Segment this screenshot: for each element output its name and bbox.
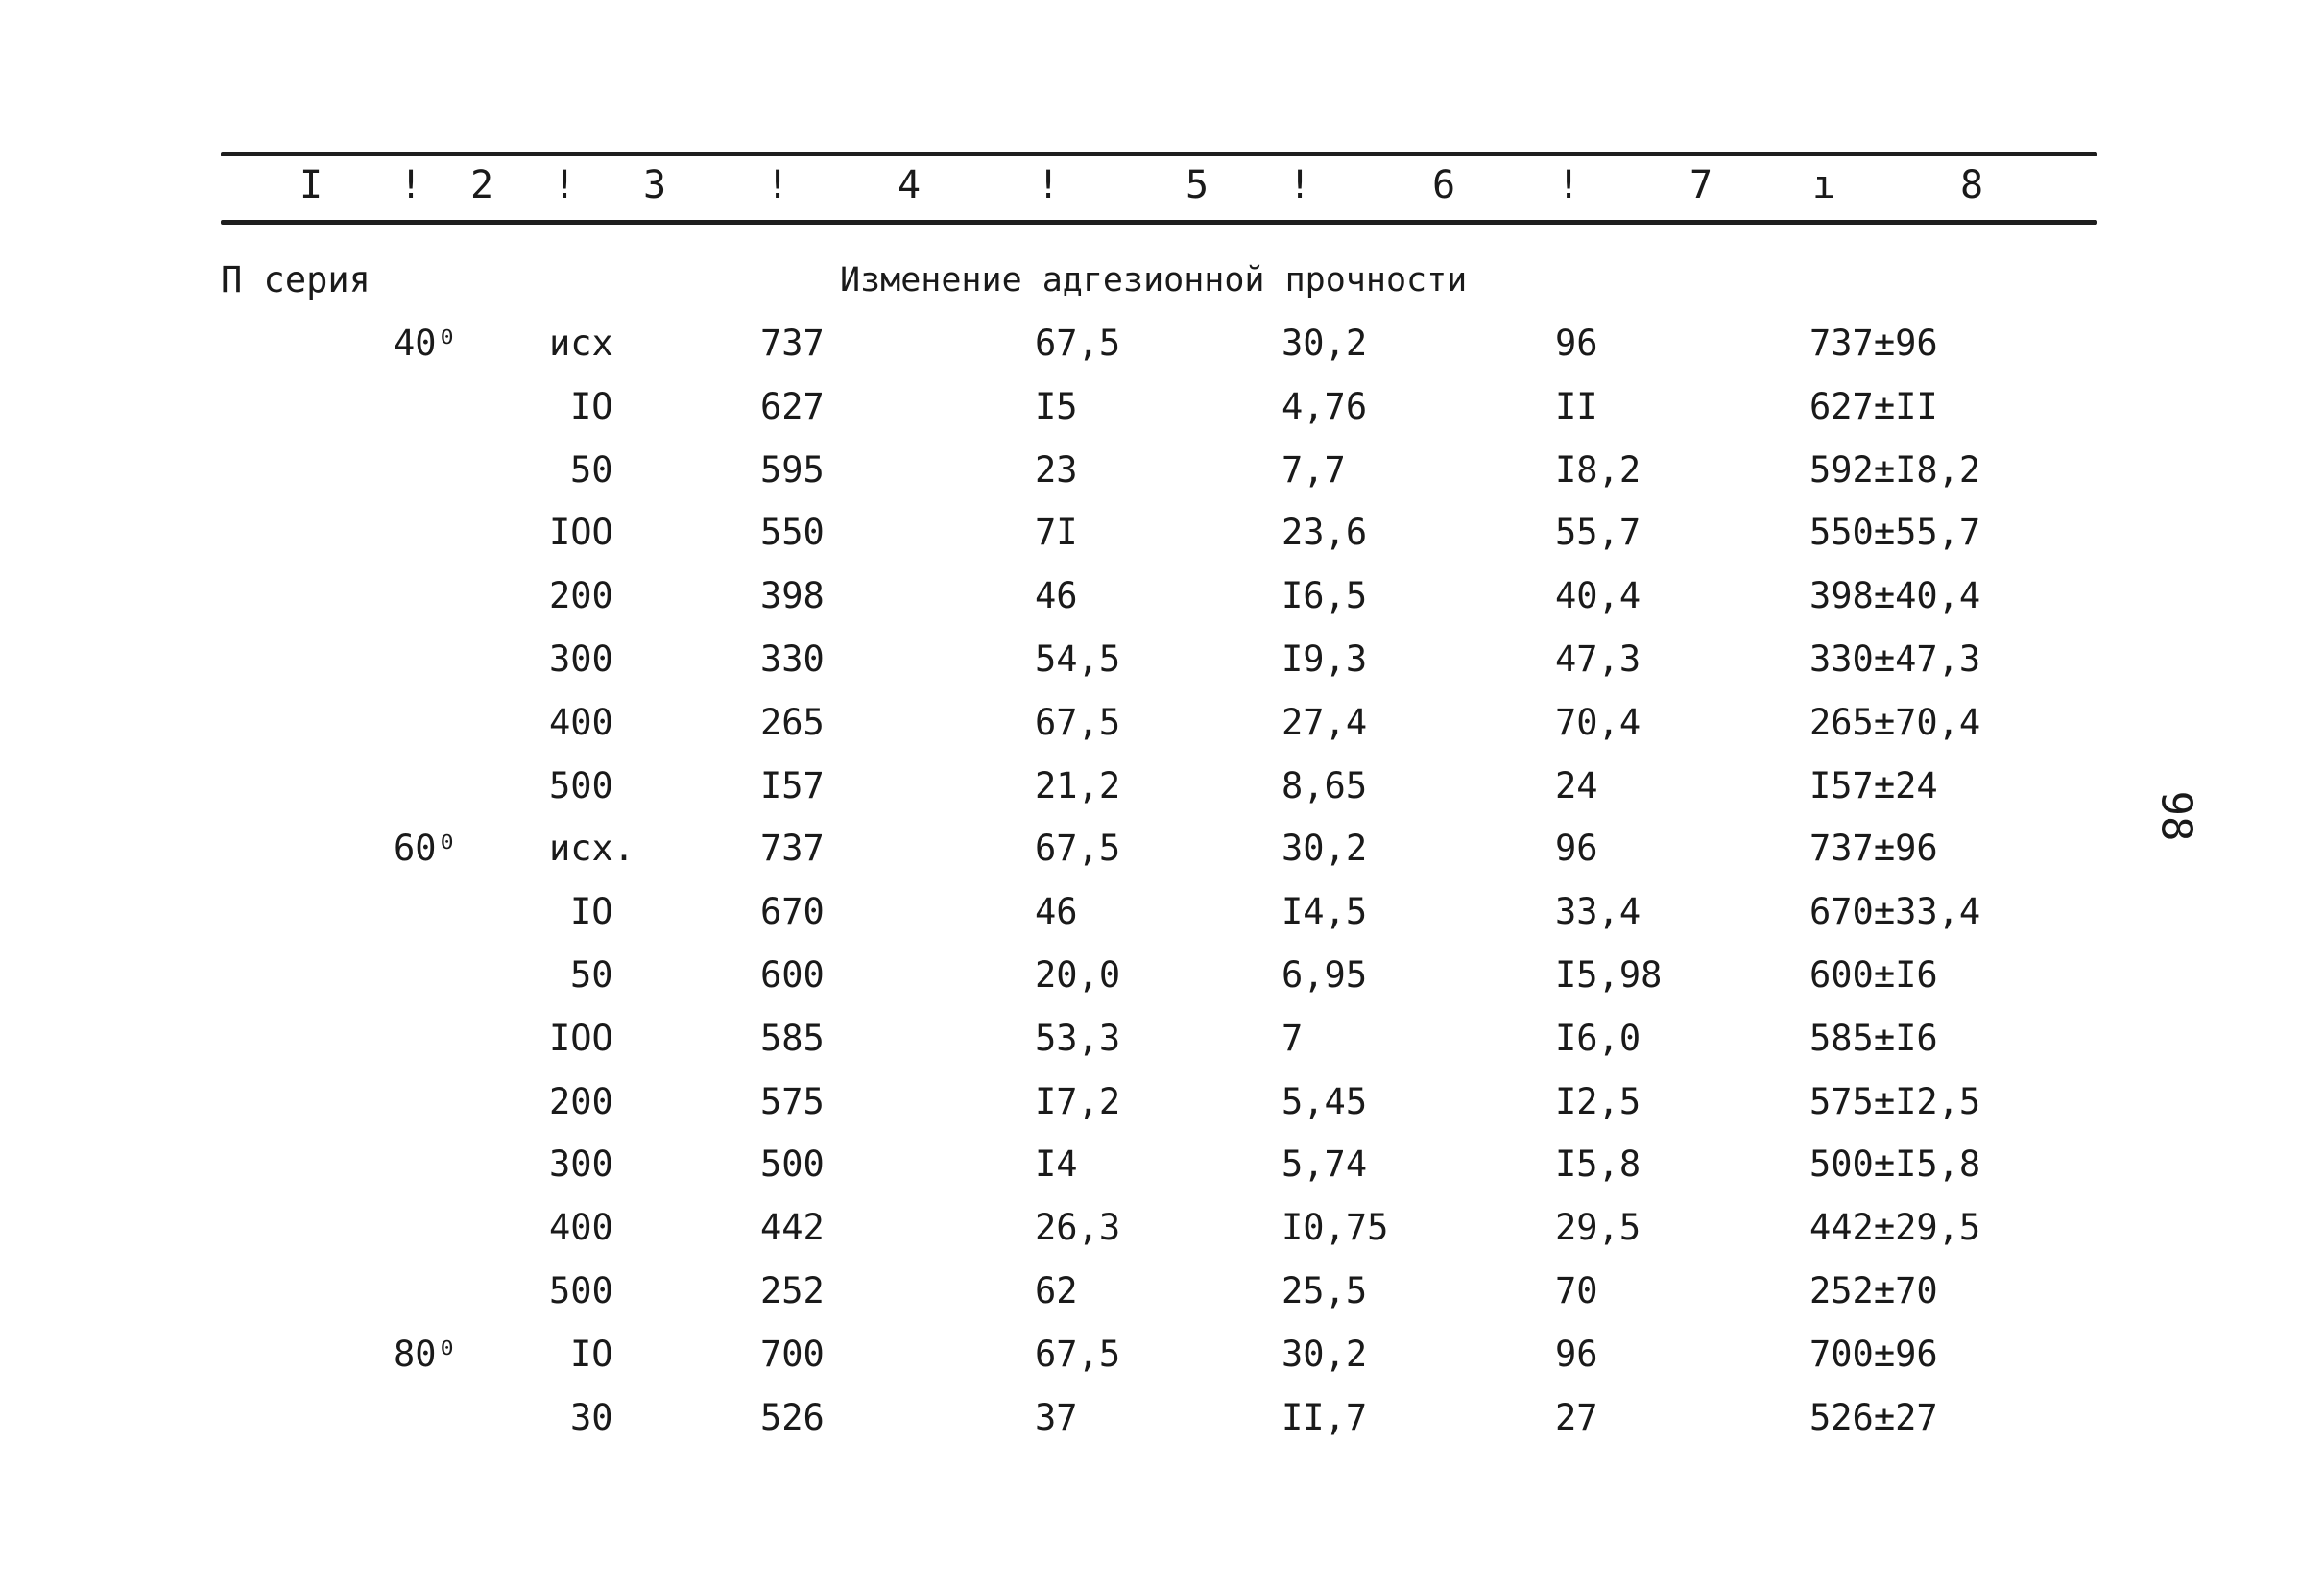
col7-cell: 96	[1555, 1333, 1598, 1375]
col7-cell: I5,98	[1555, 954, 1663, 996]
col-separator: !	[1557, 163, 1581, 207]
col7-cell: 24	[1555, 764, 1598, 806]
col4-cell: 398	[760, 575, 825, 617]
col5-cell: I4	[1035, 1143, 1078, 1186]
col7-cell: I8,2	[1555, 448, 1641, 491]
col3-cell: 50	[570, 954, 613, 996]
col-separator: !	[553, 163, 577, 207]
col3-cell: исх	[549, 323, 613, 364]
col8-cell: 575±I2,5	[1809, 1080, 1981, 1122]
col-separator: !	[766, 163, 790, 207]
col4-cell: 627	[760, 385, 825, 427]
col3-cell: IO	[570, 1333, 613, 1375]
col4-cell: 550	[760, 512, 825, 554]
col5-cell: 54,5	[1035, 638, 1121, 680]
col-header-6: 6	[1432, 163, 1456, 207]
col4-cell: 595	[760, 448, 825, 491]
col5-cell: 67,5	[1035, 1333, 1121, 1375]
col3-cell: 200	[549, 575, 613, 617]
col8-cell: 265±70,4	[1809, 701, 1981, 743]
col6-cell: I0,75	[1282, 1207, 1389, 1249]
col7-cell: 96	[1555, 323, 1598, 364]
col7-cell: I2,5	[1555, 1080, 1641, 1122]
col7-cell: 40,4	[1555, 575, 1641, 617]
col-header-1: I	[299, 163, 323, 207]
col7-cell: 33,4	[1555, 891, 1641, 933]
col5-cell: 37	[1035, 1396, 1078, 1438]
col6-cell: 30,2	[1282, 1333, 1368, 1375]
col4-cell: 670	[760, 891, 825, 933]
col4-cell: 737	[760, 323, 825, 364]
col8-cell: 627±II	[1809, 385, 1938, 427]
col-separator: ı	[1812, 163, 1836, 207]
col8-cell: 600±I6	[1809, 954, 1938, 996]
col7-cell: I6,0	[1555, 1017, 1641, 1059]
col8-cell: 550±55,7	[1809, 512, 1981, 554]
col3-cell: 400	[549, 1207, 613, 1249]
col8-cell: 737±96	[1809, 323, 1938, 364]
col6-cell: I4,5	[1282, 891, 1368, 933]
page-number: 98	[2151, 790, 2201, 842]
col8-cell: 670±33,4	[1809, 891, 1981, 933]
col3-cell: 200	[549, 1080, 613, 1122]
col4-cell: 442	[760, 1207, 825, 1249]
col-header-8: 8	[1960, 163, 1984, 207]
col7-cell: 70	[1555, 1270, 1598, 1311]
col-separator: !	[1288, 163, 1312, 207]
col5-cell: 46	[1035, 575, 1078, 617]
col4-cell: 700	[760, 1333, 825, 1375]
col6-cell: 5,45	[1282, 1080, 1368, 1122]
col6-cell: 6,95	[1282, 954, 1368, 996]
col3-cell: IO	[570, 385, 613, 427]
col4-cell: 252	[760, 1270, 825, 1311]
col3-cell: IOO	[549, 512, 613, 554]
col8-cell: I57±24	[1809, 764, 1938, 806]
col5-cell: 62	[1035, 1270, 1078, 1311]
col5-cell: I7,2	[1035, 1080, 1121, 1122]
col7-cell: 55,7	[1555, 512, 1641, 554]
col-header-5: 5	[1186, 163, 1210, 207]
col6-cell: 30,2	[1282, 323, 1368, 364]
header-top-rule	[221, 152, 2097, 156]
col5-cell: 53,3	[1035, 1017, 1121, 1059]
col6-cell: 27,4	[1282, 701, 1368, 743]
col5-cell: 67,5	[1035, 701, 1121, 743]
col-separator: !	[1037, 163, 1061, 207]
col5-cell: 46	[1035, 891, 1078, 933]
col7-cell: I5,8	[1555, 1143, 1641, 1186]
col4-cell: 500	[760, 1143, 825, 1186]
col5-cell: 7I	[1035, 512, 1078, 554]
col8-cell: 252±70	[1809, 1270, 1938, 1311]
col6-cell: 8,65	[1282, 764, 1368, 806]
col7-cell: 70,4	[1555, 701, 1641, 743]
col4-cell: 585	[760, 1017, 825, 1059]
col-header-7: 7	[1689, 163, 1713, 207]
col5-cell: 26,3	[1035, 1207, 1121, 1249]
col6-cell: 7,7	[1282, 448, 1346, 491]
col6-cell: I9,3	[1282, 638, 1368, 680]
col3-cell: 50	[570, 448, 613, 491]
col7-cell: 47,3	[1555, 638, 1641, 680]
col7-cell: II	[1555, 385, 1598, 427]
col6-cell: 23,6	[1282, 512, 1368, 554]
temperature-label: 60⁰	[394, 828, 458, 870]
col4-cell: 737	[760, 828, 825, 870]
col4-cell: 575	[760, 1080, 825, 1122]
col5-cell: 23	[1035, 448, 1078, 491]
col6-cell: I6,5	[1282, 575, 1368, 617]
col3-cell: 500	[549, 764, 613, 806]
col5-cell: 21,2	[1035, 764, 1121, 806]
col6-cell: 5,74	[1282, 1143, 1368, 1186]
col-separator: !	[399, 163, 423, 207]
col8-cell: 700±96	[1809, 1333, 1938, 1375]
col8-cell: 737±96	[1809, 828, 1938, 870]
header-bottom-rule	[221, 220, 2097, 225]
col5-cell: 20,0	[1035, 954, 1121, 996]
section-title: Изменение адгезионной прочности	[840, 261, 1468, 300]
col3-cell: 300	[549, 1143, 613, 1186]
col6-cell: II,7	[1282, 1396, 1368, 1438]
col8-cell: 585±I6	[1809, 1017, 1938, 1059]
col8-cell: 500±I5,8	[1809, 1143, 1981, 1186]
col3-cell: IOO	[549, 1017, 613, 1059]
col4-cell: 330	[760, 638, 825, 680]
series-label: П серия	[221, 259, 371, 301]
col3-cell: 30	[570, 1396, 613, 1438]
temperature-label: 80⁰	[394, 1333, 458, 1375]
col4-cell: I57	[760, 764, 825, 806]
col4-cell: 600	[760, 954, 825, 996]
col3-cell: 400	[549, 701, 613, 743]
col5-cell: 67,5	[1035, 828, 1121, 870]
col7-cell: 27	[1555, 1396, 1598, 1438]
col6-cell: 4,76	[1282, 385, 1368, 427]
col8-cell: 330±47,3	[1809, 638, 1981, 680]
col8-cell: 442±29,5	[1809, 1207, 1981, 1249]
col7-cell: 96	[1555, 828, 1598, 870]
col3-cell: IO	[570, 891, 613, 933]
col8-cell: 592±I8,2	[1809, 448, 1981, 491]
col-header-3: 3	[643, 163, 667, 207]
col4-cell: 526	[760, 1396, 825, 1438]
col4-cell: 265	[760, 701, 825, 743]
temperature-label: 40⁰	[394, 323, 458, 364]
col5-cell: 67,5	[1035, 323, 1121, 364]
col7-cell: 29,5	[1555, 1207, 1641, 1249]
col3-cell: 500	[549, 1270, 613, 1311]
col6-cell: 7	[1282, 1017, 1304, 1059]
col-header-4: 4	[898, 163, 922, 207]
col5-cell: I5	[1035, 385, 1078, 427]
col6-cell: 25,5	[1282, 1270, 1368, 1311]
col-header-2: 2	[470, 163, 494, 207]
col8-cell: 398±40,4	[1809, 575, 1981, 617]
col3-cell: 300	[549, 638, 613, 680]
col8-cell: 526±27	[1809, 1396, 1938, 1438]
col3-cell: исх.	[549, 828, 635, 870]
col6-cell: 30,2	[1282, 828, 1368, 870]
